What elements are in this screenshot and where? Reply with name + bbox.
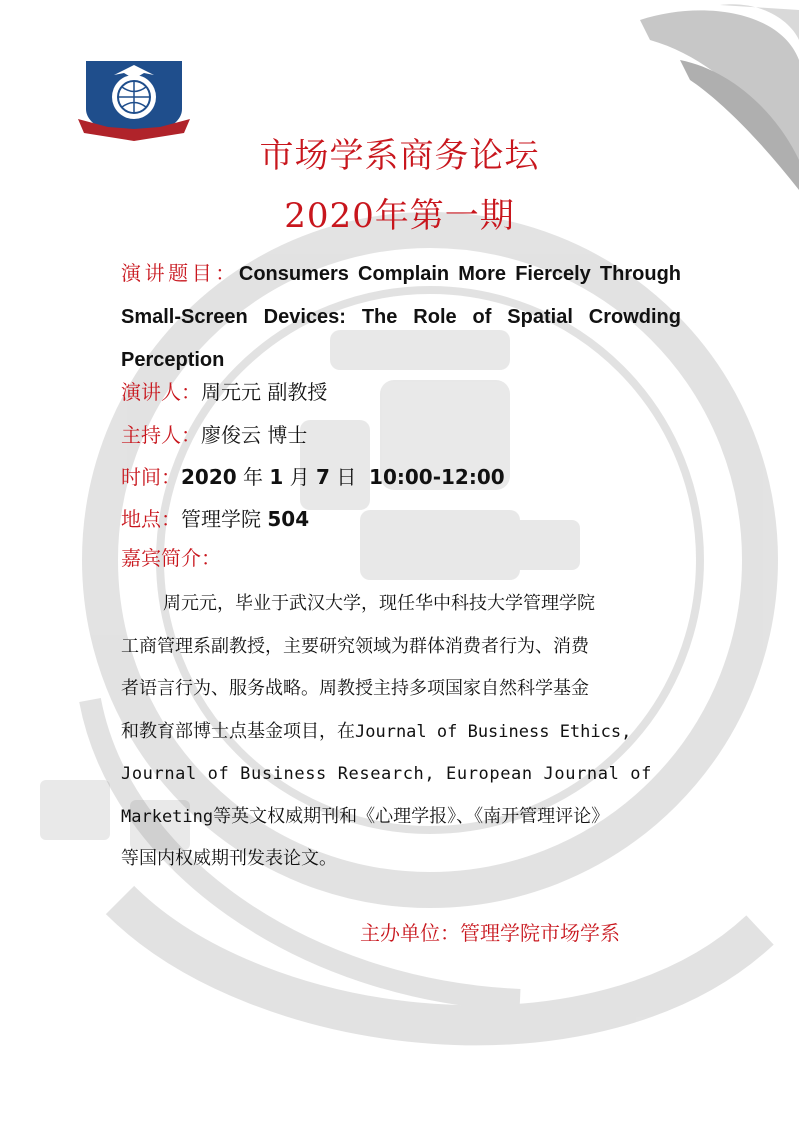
time-month-unit: 月 — [289, 465, 310, 489]
place-room: 504 — [267, 507, 310, 531]
topic-label: 演讲题目： — [121, 261, 239, 285]
speaker-label: 演讲人： — [121, 380, 201, 404]
time-year-unit: 年 — [243, 465, 264, 489]
time-range: 10:00-12:00 — [369, 465, 505, 489]
topic-line-1: Consumers Complain More Fiercely Through — [238, 263, 682, 285]
host-row — [121, 421, 681, 449]
bio-line-6a: Marketing — [121, 806, 214, 827]
bio-line-7: 等国内权威期刊发表论文。 — [121, 848, 337, 869]
bio-line-1: 周元元，毕业于武汉大学，现任华中科技大学管理学院 — [163, 593, 595, 614]
bio-line-3: 者语言行为、服务战略。周教授主持多项国家自然科学基金 — [121, 678, 589, 699]
time-day: 7 — [316, 465, 330, 489]
topic-line-2: Small-Screen Devices: The Role of Spatial Crowding — [121, 306, 681, 328]
time-month: 1 — [269, 465, 284, 489]
time-label: 时间： — [121, 465, 181, 489]
place-label: 地点： — [121, 507, 181, 531]
page-title: 市场学系商务论坛 — [259, 136, 540, 176]
guest-bio — [121, 583, 683, 881]
topic-line-3: Perception — [121, 349, 225, 371]
bio-line-6b: 等英文权威期刊和《心理学报》、《南开管理评论》 — [213, 805, 610, 827]
place-text: 管理学院 — [181, 507, 261, 531]
talk-topic — [121, 252, 681, 381]
speaker-row — [121, 378, 681, 406]
bio-line-4a: 和教育部博士点基金项目，在 — [121, 720, 355, 742]
time-day-unit: 日 — [336, 465, 357, 489]
page-subtitle: 2020年第一期 — [284, 196, 515, 236]
bio-line-2: 工商管理系副教授，主要研究领域为群体消费者行为、消费 — [121, 635, 589, 657]
speaker-name: 周元元 副教授 — [201, 380, 328, 404]
bio-line-4b: Journal of Business Ethics, — [355, 721, 632, 742]
host-label: 主持人： — [121, 423, 201, 447]
bio-heading-row — [121, 544, 681, 572]
bio-label: 嘉宾简介： — [121, 546, 221, 570]
host-name: 廖俊云 博士 — [201, 423, 308, 447]
bio-line-6 — [121, 796, 683, 839]
place-row — [121, 505, 681, 533]
organizer: 主办单位：管理学院市场学系 — [360, 921, 620, 945]
bio-line-5: Journal of Business Research, European Journal of — [121, 764, 652, 784]
bio-line-4 — [121, 711, 683, 754]
time-year: 2020 — [181, 465, 237, 489]
time-row — [121, 463, 681, 491]
